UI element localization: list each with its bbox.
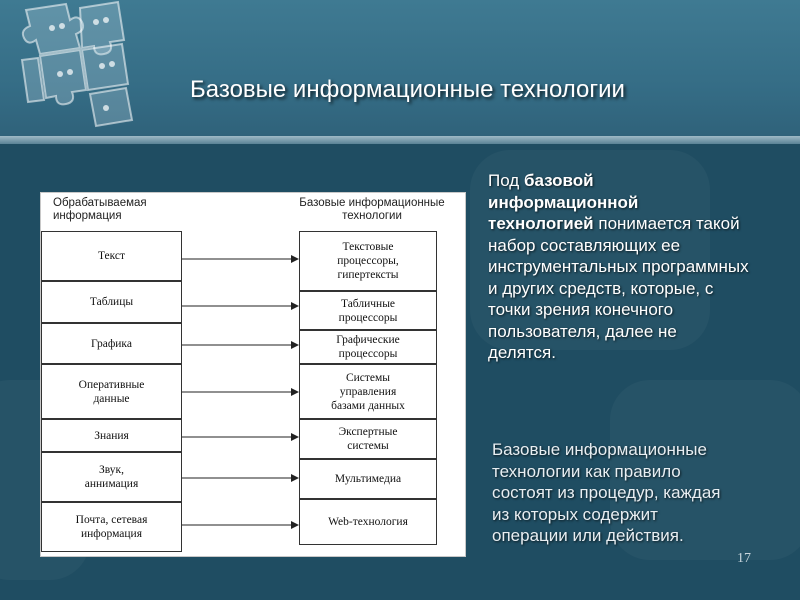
definition-body: понимается такой набор составляющих ее инструментальных программных и других средств, которые, с точки зрения конечного пользователя, далее не делятся.: [488, 214, 749, 362]
info-type-box: Текст: [41, 231, 182, 281]
technology-box: Табличные процессоры: [299, 291, 437, 330]
info-type-box: Таблицы: [41, 281, 182, 323]
technology-box: Текстовые процессоры, гипертексты: [299, 231, 437, 291]
info-type-box: Знания: [41, 419, 182, 452]
definition-term: базовой информационной технологией: [488, 171, 639, 233]
info-type-box: Звук, аннимация: [41, 452, 182, 502]
diagram-panel: [40, 192, 466, 557]
header-divider: [0, 136, 800, 144]
slide-title: Базовые информационные технологии: [190, 76, 625, 103]
left-column-header: Обрабатываемая информация: [53, 197, 147, 222]
definition-prefix: Под: [488, 171, 524, 190]
definition-text: [488, 170, 798, 364]
info-type-box: Почта, сетевая информация: [41, 502, 182, 552]
technology-box: Мультимедиа: [299, 459, 437, 499]
technology-box: Экспертные системы: [299, 419, 437, 459]
technology-box: Системы управления базами данных: [299, 364, 437, 419]
puzzle-icon: [6, 0, 146, 130]
page-number: 17: [737, 551, 751, 566]
right-column-header: Базовые информационные технологии: [299, 197, 445, 222]
info-type-box: Графика: [41, 323, 182, 364]
info-type-box: Оперативные данные: [41, 364, 182, 419]
technology-box: Графические процессоры: [299, 330, 437, 364]
note-text: Базовые информационные технологии как правило состоят из процедур, каждая из которых содержит операции или действия.: [492, 440, 721, 545]
technology-box: Web-технология: [299, 499, 437, 545]
